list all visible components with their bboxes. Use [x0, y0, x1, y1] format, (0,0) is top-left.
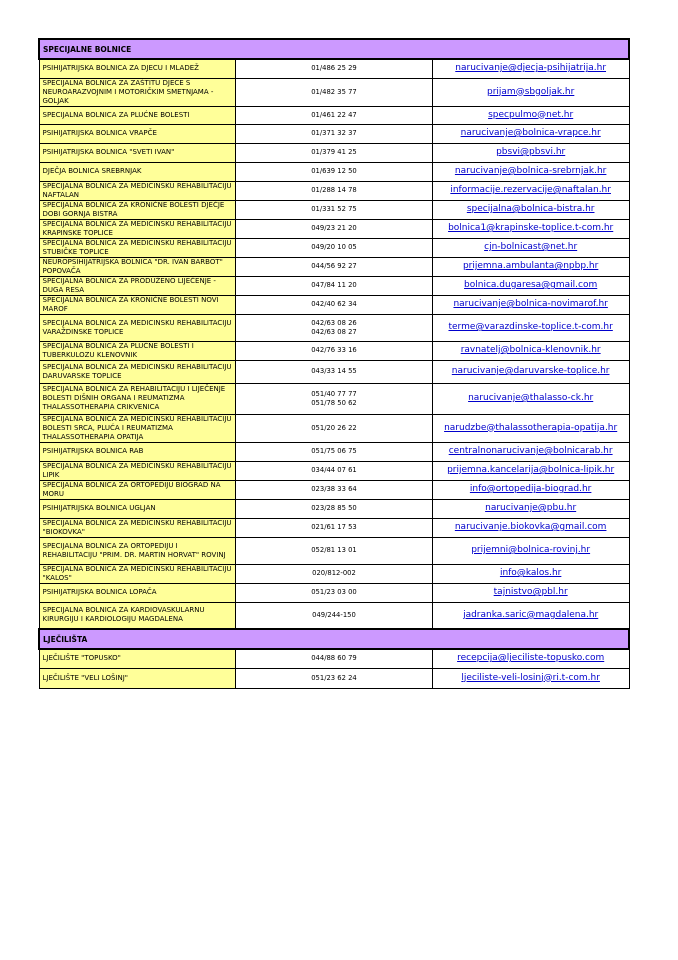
- institution-name: PSIHIJATRIJSKA BOLNICA ZA DJECU I MLADEŽ: [39, 59, 236, 78]
- phone-number: 047/84 11 20: [311, 281, 357, 289]
- phone-number: 020/812-002: [312, 569, 356, 577]
- institution-name: DJEČJA BOLNICA SREBRNJAK: [39, 162, 236, 181]
- section-header-row: [39, 629, 629, 649]
- email-cell: [432, 59, 629, 78]
- email-cell: [432, 143, 629, 162]
- email-link[interactable]: prijam@sbgoljak.hr: [487, 86, 575, 97]
- phone-number: 051/23 62 24: [311, 673, 357, 682]
- phone-number: 051/23 03 00: [311, 588, 357, 596]
- institution-name: SPECIJALNA BOLNICA ZA PLUĆNE BOLESTI I TUBERKULOZU KLENOVNIK: [39, 341, 236, 360]
- phone-number: 023/38 33 64: [311, 485, 357, 493]
- table-row: [39, 461, 629, 480]
- email-cell: [432, 181, 629, 200]
- phone-number: 021/61 17 53: [311, 523, 357, 531]
- phone-number: 01/379 41 25: [311, 148, 357, 156]
- phone-cell: [236, 257, 433, 276]
- section-title: LJEČILIŠTA: [39, 629, 629, 649]
- email-cell: [432, 518, 629, 537]
- institution-name: SPECIJALNA BOLNICA ZA MEDICINSKU REHABILITACIJU "BIOKOVKA": [39, 518, 236, 537]
- email-cell: [432, 602, 629, 629]
- institution-name: SPECIJALNA BOLNICA ZA MEDICINSKU REHABILITACIJU "KALOS": [39, 564, 236, 583]
- phone-number: 01/288 14 78: [311, 186, 357, 194]
- institution-name: PSIHIJATRIJSKA BOLNICA UGLJAN: [39, 499, 236, 518]
- phone-number: 051/75 06 75: [311, 447, 357, 455]
- phone-number: 051/78 50 62: [311, 398, 357, 407]
- table-row: [39, 537, 629, 564]
- institution-name: SPECIJALNA BOLNICA ZA MEDICINSKU REHABILITACIJU STUBIČKE TOPLICE: [39, 238, 236, 257]
- institution-name: SPECIJALNA BOLNICA ZA PRODUŽENO LIJEČENJE - DUGA RESA: [39, 276, 236, 295]
- table-row: [39, 238, 629, 257]
- email-link[interactable]: pbsvi@pbsvi.hr: [496, 147, 566, 157]
- email-cell: [432, 314, 629, 341]
- institution-name: SPECIJALNA BOLNICA ZA MEDICINSKU REHABILITACIJU NAFTALAN: [39, 181, 236, 200]
- phone-number: 01/371 32 37: [311, 129, 357, 137]
- table-row: [39, 649, 629, 668]
- phone-number: 042/63 08 27: [311, 327, 357, 336]
- phone-number: 01/486 25 29: [311, 64, 357, 73]
- institution-name: SPECIJALNA BOLNICA ZA KRONIČNE BOLESTI DJEČJE DOBI GORNJA BISTRA: [39, 200, 236, 219]
- email-link[interactable]: narucivanje@djecja-psihijatrija.hr: [455, 63, 607, 74]
- email-link[interactable]: narucivanje@thalasso-ck.hr: [468, 393, 594, 403]
- email-cell: [432, 162, 629, 181]
- section-title: SPECIJALNE BOLNICE: [39, 39, 629, 59]
- phone-cell: [236, 414, 433, 442]
- phone-number: 044/88 60 79: [311, 654, 357, 663]
- phone-number: 043/33 14 55: [311, 367, 357, 375]
- email-cell: [432, 537, 629, 564]
- institution-name: SPECIJALNA BOLNICA ZA MEDICINSKU REHABILITACIJU LIPIK: [39, 461, 236, 480]
- email-cell: [432, 276, 629, 295]
- email-link[interactable]: informacije.rezervacije@naftalan.hr: [450, 185, 611, 195]
- email-link[interactable]: recepcija@ljeciliste-topusko.com: [457, 653, 605, 664]
- email-link[interactable]: bolnica1@krapinske-toplice.t-com.hr: [448, 223, 614, 233]
- table-row: [39, 200, 629, 219]
- hospital-contacts-table: [38, 38, 630, 689]
- phone-number: 049/23 21 20: [311, 224, 357, 232]
- email-cell: [432, 238, 629, 257]
- institution-name: SPECIJALNA BOLNICA ZA MEDICINSKU REHABILITACIJU BOLESTI SRCA, PLUĆA I REUMATIZMA THALASSOTHERAPIA OPATIJA: [39, 414, 236, 442]
- phone-number: 044/56 92 27: [311, 262, 357, 270]
- table-row: [39, 668, 629, 688]
- institution-name: SPECIJALNA BOLNICA ZA ZAŠTITU DJECE S NEUROARAZVOJNIM I MOTORIČKIM SMETNJAMA - GOLJAK: [39, 78, 236, 106]
- phone-cell: [236, 537, 433, 564]
- table-row: [39, 518, 629, 537]
- phone-cell: [236, 583, 433, 602]
- table-row: [39, 162, 629, 181]
- table-row: [39, 564, 629, 583]
- section-header-row: [39, 39, 629, 59]
- email-link[interactable]: centralnonarucivanje@bolnicarab.hr: [448, 446, 613, 456]
- email-link[interactable]: narucivanje@daruvarske-toplice.hr: [451, 366, 610, 376]
- institution-name: PSIHIJATRIJSKA BOLNICA VRAPČE: [39, 124, 236, 143]
- phone-number: 034/44 07 61: [311, 466, 357, 474]
- email-cell: [432, 360, 629, 383]
- table-row: [39, 257, 629, 276]
- institution-name: LJEČILIŠTE "TOPUSKO": [39, 649, 236, 668]
- phone-cell: [236, 314, 433, 341]
- institution-name: SPECIJALNA BOLNICA ZA MEDICINSKU REHABILITACIJU DARUVARSKE TOPLICE: [39, 360, 236, 383]
- phone-cell: [236, 360, 433, 383]
- email-link[interactable]: narucivanje@bolnica-vrapce.hr: [460, 128, 601, 138]
- table-row: [39, 341, 629, 360]
- email-link[interactable]: narucivanje.biokovka@gmail.com: [454, 522, 607, 532]
- email-link[interactable]: tajnistvo@pbl.hr: [493, 587, 568, 597]
- phone-number: 01/482 35 77: [311, 87, 357, 96]
- phone-cell: [236, 461, 433, 480]
- institution-name: SPECIJALNA BOLNICA ZA ORTOPEDIJU I REHABILITACIJU "PRIM. DR. MARTIN HORVAT" ROVINJ: [39, 537, 236, 564]
- email-link[interactable]: narucivanje@bolnica-novimarof.hr: [453, 299, 608, 309]
- institution-name: SPECIJALNA BOLNICA ZA ORTOPEDIJU BIOGRAD NA MORU: [39, 480, 236, 499]
- table-row: [39, 480, 629, 499]
- email-cell: [432, 668, 629, 688]
- table-row: [39, 583, 629, 602]
- phone-cell: [236, 200, 433, 219]
- table-row: [39, 360, 629, 383]
- email-link[interactable]: prijemna.ambulanta@npbp.hr: [462, 261, 599, 271]
- email-link[interactable]: ravnatelj@bolnica-klenovnik.hr: [460, 345, 601, 355]
- email-link[interactable]: narucivanje@bolnica-srebrnjak.hr: [454, 166, 607, 176]
- table-row: [39, 295, 629, 314]
- phone-number: 01/639 12 50: [311, 167, 357, 175]
- institution-name: SPECIJALNA BOLNICA ZA REHABILITACIJU I LIJEČENJE BOLESTI DIŠNIH ORGANA I REUMATIZMA THALASSOTHERAPIA CRIKVENICA: [39, 383, 236, 414]
- table-row: [39, 383, 629, 414]
- phone-cell: [236, 78, 433, 106]
- table-row: [39, 314, 629, 341]
- table-row: [39, 143, 629, 162]
- institution-name: SPECIJALNA BOLNICA ZA MEDICINSKU REHABILITACIJU VARAŽDINSKE TOPLICE: [39, 314, 236, 341]
- table-row: [39, 78, 629, 106]
- email-cell: [432, 383, 629, 414]
- email-cell: [432, 414, 629, 442]
- phone-number: 023/28 85 50: [311, 504, 357, 512]
- phone-cell: [236, 649, 433, 668]
- email-cell: [432, 341, 629, 360]
- institution-name: NEUROPSIHIJATRIJSKA BOLNICA "DR. IVAN BARBOT" POPOVAČA: [39, 257, 236, 276]
- phone-cell: [236, 602, 433, 629]
- email-cell: [432, 461, 629, 480]
- email-cell: [432, 219, 629, 238]
- email-cell: [432, 649, 629, 668]
- email-link[interactable]: terme@varazdinske-toplice.t-com.hr: [448, 322, 613, 332]
- table-row: [39, 414, 629, 442]
- phone-cell: [236, 238, 433, 257]
- phone-cell: [236, 480, 433, 499]
- email-cell: [432, 480, 629, 499]
- phone-number: 051/40 77 77: [311, 389, 357, 398]
- phone-cell: [236, 518, 433, 537]
- phone-cell: [236, 124, 433, 143]
- phone-cell: [236, 341, 433, 360]
- institution-name: SPECIJALNA BOLNICA ZA PLUĆNE BOLESTI: [39, 106, 236, 124]
- email-link[interactable]: bolnica.dugaresa@gmail.com: [464, 280, 598, 290]
- phone-cell: [236, 564, 433, 583]
- phone-number: 01/461 22 47: [311, 110, 357, 119]
- email-cell: [432, 442, 629, 461]
- phone-cell: [236, 143, 433, 162]
- table-row: [39, 276, 629, 295]
- phone-cell: [236, 383, 433, 414]
- table-row: [39, 602, 629, 629]
- email-cell: [432, 257, 629, 276]
- phone-number: 042/63 08 26: [311, 318, 357, 327]
- email-cell: [432, 583, 629, 602]
- email-link[interactable]: specpulmo@net.hr: [488, 109, 574, 120]
- phone-number: 051/20 26 22: [311, 423, 357, 432]
- table-row: [39, 59, 629, 78]
- email-cell: [432, 106, 629, 124]
- institution-name: PSIHIJATRIJSKA BOLNICA LOPAČA: [39, 583, 236, 602]
- email-link[interactable]: jadranka.saric@magdalena.hr: [463, 609, 599, 620]
- table-row: [39, 106, 629, 124]
- email-link[interactable]: narudzbe@thalassotherapia-opatija.hr: [444, 422, 618, 433]
- phone-cell: [236, 668, 433, 688]
- table-row: [39, 499, 629, 518]
- phone-number: 042/40 62 34: [311, 300, 357, 308]
- table-row: [39, 181, 629, 200]
- email-cell: [432, 78, 629, 106]
- email-link[interactable]: info@ortopedija-biograd.hr: [469, 484, 592, 494]
- phone-cell: [236, 219, 433, 238]
- phone-number: 052/81 13 01: [311, 546, 357, 554]
- email-link[interactable]: info@kalos.hr: [499, 568, 562, 578]
- phone-cell: [236, 442, 433, 461]
- table-row: [39, 442, 629, 461]
- phone-cell: [236, 499, 433, 518]
- email-cell: [432, 499, 629, 518]
- phone-cell: [236, 181, 433, 200]
- institution-name: SPECIJALNA BOLNICA ZA MEDICINSKU REHABILITACIJU KRAPINSKE TOPLICE: [39, 219, 236, 238]
- email-link[interactable]: prijemni@bolnica-rovinj.hr: [471, 545, 591, 555]
- institution-name: SPECIJALNA BOLNICA ZA KRONIČNE BOLESTI NOVI MAROF: [39, 295, 236, 314]
- email-cell: [432, 124, 629, 143]
- table-row: [39, 124, 629, 143]
- institution-name: PSIHIJATRIJSKA BOLNICA RAB: [39, 442, 236, 461]
- email-cell: [432, 564, 629, 583]
- phone-number: 042/76 33 16: [311, 346, 357, 354]
- institution-name: SPECIJALNA BOLNICA ZA KARDIOVASKULARNU KIRURGIJU I KARDIOLOGIJU MAGDALENA: [39, 602, 236, 629]
- institution-name: PSIHIJATRIJSKA BOLNICA "SVETI IVAN": [39, 143, 236, 162]
- phone-number: 01/331 52 75: [311, 205, 357, 213]
- email-link[interactable]: prijemna.kancelarija@bolnica-lipik.hr: [447, 465, 615, 475]
- phone-cell: [236, 276, 433, 295]
- email-link[interactable]: cjn-bolnicast@net.hr: [484, 242, 578, 252]
- email-cell: [432, 295, 629, 314]
- table-body: [39, 39, 629, 688]
- phone-cell: [236, 162, 433, 181]
- phone-number: 049/20 10 05: [311, 243, 357, 251]
- email-cell: [432, 200, 629, 219]
- institution-name: LJEČILIŠTE "VELI LOŠINJ": [39, 668, 236, 688]
- email-link[interactable]: specijalna@bolnica-bistra.hr: [466, 204, 595, 214]
- email-link[interactable]: narucivanje@pbu.hr: [485, 503, 577, 513]
- phone-cell: [236, 59, 433, 78]
- phone-cell: [236, 106, 433, 124]
- email-link[interactable]: ljeciliste-veli-losinj@ri.t-com.hr: [461, 672, 600, 683]
- phone-cell: [236, 295, 433, 314]
- table-row: [39, 219, 629, 238]
- phone-number: 049/244-150: [312, 610, 356, 619]
